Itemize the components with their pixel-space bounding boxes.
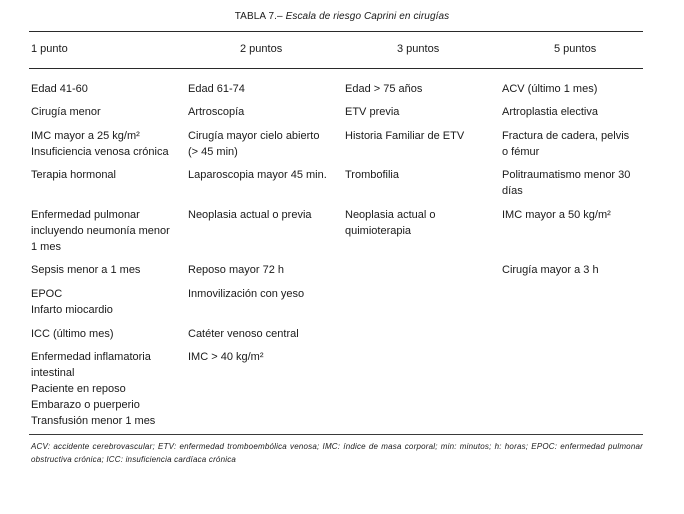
cell-line: intestinal xyxy=(31,367,75,379)
cell-line: Transfusión menor 1 mes xyxy=(31,415,156,427)
cell-line: Trombofilia xyxy=(345,169,399,181)
cell-line: Sepsis menor a 1 mes xyxy=(31,264,141,276)
table-cell xyxy=(31,349,181,429)
table-cell xyxy=(345,81,495,97)
cell-line: Embarazo o puerperio xyxy=(31,399,140,411)
table-cell xyxy=(31,286,181,318)
header-3-puntos: 3 puntos xyxy=(397,43,440,55)
cell-line: Reposo mayor 72 h xyxy=(188,264,284,276)
table-cell xyxy=(31,167,181,183)
cell-line: días xyxy=(502,185,523,197)
cell-line: Historia Familiar de ETV xyxy=(345,130,465,142)
table-caption xyxy=(0,11,684,22)
cell-line: incluyendo neumonía menor xyxy=(31,225,170,237)
cell-line: Neoplasia actual o previa xyxy=(188,209,312,221)
cell-line: Enfermedad pulmonar xyxy=(31,209,140,221)
cell-line: Fractura de cadera, pelvis xyxy=(502,130,630,142)
table-cell xyxy=(502,104,642,120)
cell-line: quimioterapia xyxy=(345,225,412,237)
table-cell xyxy=(188,262,338,278)
cell-line: Cirugía mayor cielo abierto xyxy=(188,130,320,142)
top-rule xyxy=(29,31,643,32)
caption-title: Escala de riesgo Caprini en cirugías xyxy=(285,11,450,22)
header-rule xyxy=(29,68,643,69)
cell-line: Edad 41-60 xyxy=(31,83,88,95)
table-cell xyxy=(502,81,642,97)
header-5-puntos: 5 puntos xyxy=(554,43,597,55)
table-cell xyxy=(31,262,181,278)
table-cell xyxy=(502,207,642,223)
cell-line: EPOC xyxy=(31,288,63,300)
table-cell xyxy=(188,286,338,302)
table-cell xyxy=(188,167,338,183)
cell-line: Inmovilización con yeso xyxy=(188,288,305,300)
bottom-rule xyxy=(29,434,643,435)
cell-line: Artroplastia electiva xyxy=(502,106,598,118)
cell-line: Infarto miocardio xyxy=(31,304,113,316)
table-cell xyxy=(188,207,338,223)
table-cell xyxy=(502,262,642,278)
cell-line: ETV previa xyxy=(345,106,400,118)
table-cell xyxy=(345,167,495,183)
table-cell xyxy=(188,128,338,160)
cell-line: ACV (último 1 mes) xyxy=(502,83,598,95)
table-cell xyxy=(502,167,642,199)
cell-line: Catéter venoso central xyxy=(188,328,299,340)
cell-line: Cirugía menor xyxy=(31,106,101,118)
header-2-puntos: 2 puntos xyxy=(240,43,283,55)
cell-line: IMC mayor a 25 kg/m² xyxy=(31,130,140,142)
cell-line: IMC mayor a 50 kg/m² xyxy=(502,209,611,221)
cell-line: Insuficiencia venosa crónica xyxy=(31,146,169,158)
cell-line: Politraumatismo menor 30 xyxy=(502,169,631,181)
header-1-punto: 1 punto xyxy=(31,43,68,55)
cell-line: o fémur xyxy=(502,146,540,158)
table-cell xyxy=(345,207,495,239)
table-cell xyxy=(31,104,181,120)
cell-line: Neoplasia actual o xyxy=(345,209,436,221)
table-cell xyxy=(188,326,338,342)
table-cell xyxy=(345,104,495,120)
table-cell xyxy=(188,349,338,365)
cell-line: ICC (último mes) xyxy=(31,328,114,340)
table-cell xyxy=(31,207,181,255)
table-cell xyxy=(502,128,642,160)
table-cell xyxy=(31,81,181,97)
cell-line: 1 mes xyxy=(31,241,61,253)
cell-line: (> 45 min) xyxy=(188,146,238,158)
cell-line: Enfermedad inflamatoria xyxy=(31,351,151,363)
cell-line: Paciente en reposo xyxy=(31,383,126,395)
cell-line: Laparoscopia mayor 45 min. xyxy=(188,169,327,181)
table-footnote: ACV: accidente cerebrovascular; ETV: enfermedad tromboembólica venosa; IMC: índice de masa corporal; min: minutos; h: horas; EPOC: enfermedad pulmonar obstructiva crónica; ICC: insuficiencia cardíaca crónica xyxy=(31,442,643,464)
caption-prefix: TABLA 7.– xyxy=(234,11,283,22)
table-cell xyxy=(31,128,181,160)
cell-line: IMC > 40 kg/m² xyxy=(188,351,264,363)
table-cell xyxy=(188,104,338,120)
table-cell xyxy=(188,81,338,97)
cell-line: Edad > 75 años xyxy=(345,83,423,95)
cell-line: Cirugía mayor a 3 h xyxy=(502,264,599,276)
cell-line: Artroscopía xyxy=(188,106,245,118)
cell-line: Terapia hormonal xyxy=(31,169,116,181)
cell-line: Edad 61-74 xyxy=(188,83,245,95)
table-cell xyxy=(31,326,181,342)
table-cell xyxy=(345,128,495,144)
